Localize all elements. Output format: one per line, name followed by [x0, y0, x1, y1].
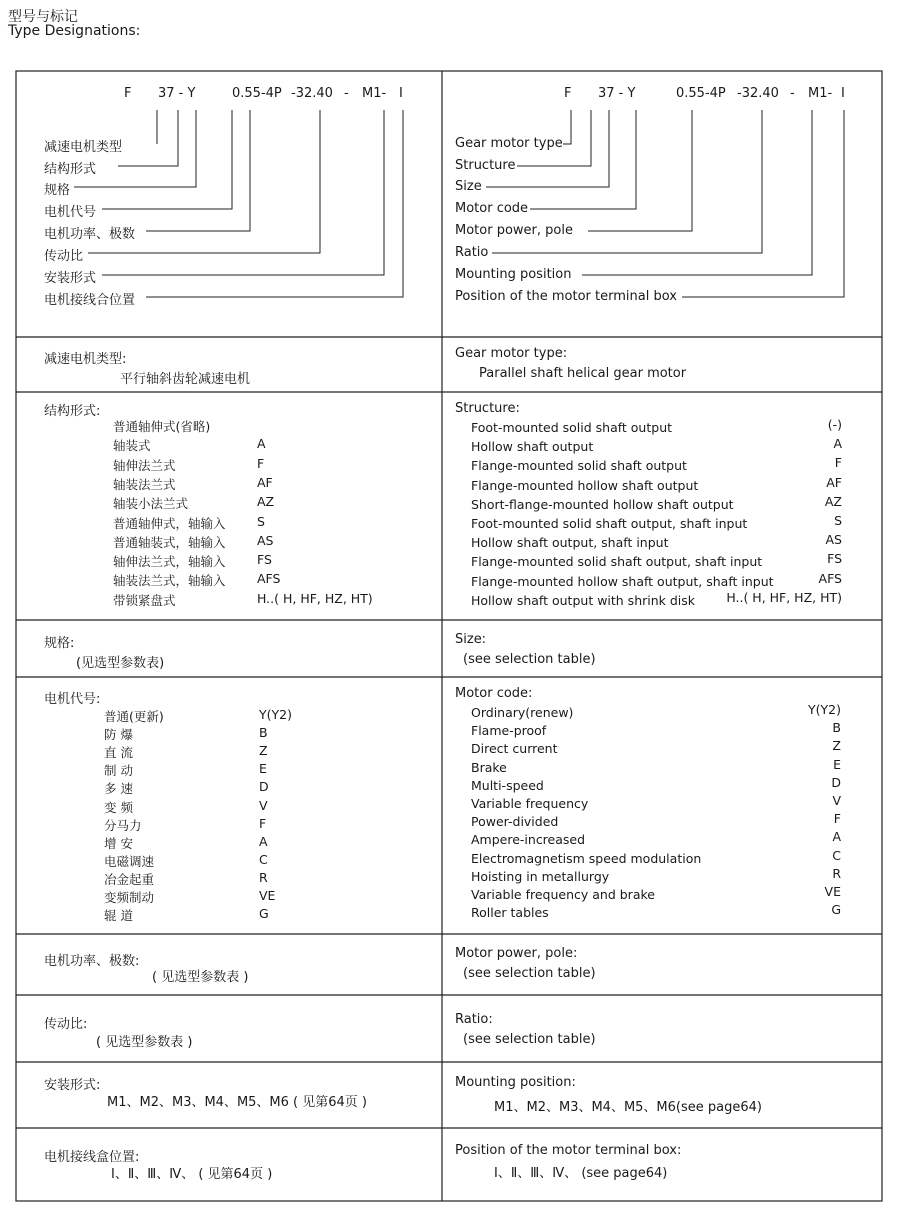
- terminal-heading-cn: 电机接线盒位置:: [44, 1150, 140, 1165]
- size-value-cn: (见选型参数表): [76, 656, 165, 671]
- motor-code-name: Electromagnetism speed modulation: [471, 850, 702, 866]
- gear-type-value-en: Parallel shaft helical gear motor: [479, 366, 687, 381]
- motor-code-value: VE: [259, 888, 276, 903]
- structure-code: AS: [825, 532, 842, 548]
- structure-code: A: [833, 436, 842, 452]
- mounting-heading-cn: 安装形式:: [44, 1078, 101, 1093]
- label-structure: 结构形式: [44, 162, 97, 177]
- mounting-value-cn: M1、M2、M3、M4、M5、M6 ( 见第64页 ): [107, 1095, 368, 1110]
- label-motor-power: Motor power, pole: [455, 223, 573, 238]
- motor-code-value: G: [259, 906, 269, 922]
- terminal-value-en: Ⅰ、Ⅱ、Ⅲ、Ⅳ、 (see page64): [494, 1166, 668, 1181]
- motor-code-value: C: [832, 847, 841, 863]
- code-part-mounting: M1-: [808, 86, 833, 101]
- structure-code: AS: [257, 532, 274, 548]
- ratio-heading-cn: 传动比:: [44, 1017, 88, 1032]
- motor-code-heading-en: Motor code:: [455, 686, 533, 701]
- gear-type-value-cn: 平行轴斜齿轮减速电机: [120, 372, 251, 387]
- page-title-en: Type Designations:: [8, 23, 141, 39]
- structure-name: 轴伸法兰式: [113, 457, 176, 473]
- motor-code-value: A: [832, 829, 841, 845]
- motor-code-name: 直 流: [104, 745, 133, 761]
- structure-name: Foot-mounted solid shaft output: [471, 420, 673, 435]
- motor-code-value: F: [833, 811, 841, 827]
- motor-code-value: B: [832, 720, 841, 736]
- structure-code: F: [834, 455, 842, 471]
- structure-code: (-): [827, 417, 842, 432]
- structure-code: S: [257, 513, 265, 529]
- motor-code-value: B: [259, 725, 268, 741]
- structure-code: FS: [827, 551, 842, 567]
- motor-code-value: R: [259, 869, 268, 885]
- structure-code: AF: [826, 474, 842, 490]
- page-title-cn: 型号与标记: [8, 9, 78, 25]
- terminal-heading-en: Position of the motor terminal box:: [455, 1143, 682, 1158]
- motor-code-name: 变频制动: [104, 890, 155, 905]
- structure-code: H..( H, HF, HZ, HT): [726, 589, 842, 605]
- structure-name: Hollow shaft output with shrink disk: [471, 592, 696, 608]
- structure-name: Hollow shaft output, shaft input: [471, 535, 669, 551]
- motor-code-value: A: [259, 833, 268, 849]
- size-value-en: (see selection table): [463, 652, 596, 667]
- code-part-power-pole: 0.55-4P: [232, 86, 282, 101]
- structure-name: 普通轴伸式(省略): [113, 419, 211, 434]
- motor-code-value: R: [832, 865, 841, 881]
- motor-code-value: Z: [259, 743, 268, 759]
- label-terminal: Position of the motor terminal box: [455, 289, 677, 304]
- motor-code-value: G: [831, 902, 841, 918]
- gear-type-heading-cn: 减速电机类型:: [44, 352, 127, 367]
- motor-code-name: Roller tables: [471, 905, 549, 921]
- code-part-terminal: I: [841, 86, 845, 101]
- motor-code-value: D: [259, 779, 269, 795]
- power-heading-cn: 电机功率、极数:: [44, 954, 140, 969]
- structure-code: AFS: [818, 570, 842, 586]
- label-motor-code: 电机代号: [44, 205, 97, 220]
- ratio-value-cn: ( 见选型参数表 ): [96, 1035, 193, 1050]
- motor-code-name: Flame-proof: [471, 723, 547, 739]
- structure-name: 轴装法兰式，轴输入: [113, 573, 226, 589]
- structure-name: Flange-mounted solid shaft output, shaft input: [471, 554, 763, 570]
- structure-code: AZ: [824, 493, 842, 509]
- size-heading-cn: 规格:: [44, 636, 75, 651]
- motor-code-name: 辊 道: [104, 908, 133, 924]
- motor-code-heading-cn: 电机代号:: [44, 692, 101, 707]
- motor-code-value: F: [259, 815, 267, 831]
- code-part-structure-size: 37 - Y: [598, 86, 636, 101]
- motor-code-value: Y(Y2): [259, 707, 292, 722]
- structure-code: FS: [257, 552, 272, 568]
- motor-code-name: Variable frequency: [471, 796, 589, 811]
- structure-name: Flange-mounted hollow shaft output: [471, 477, 699, 493]
- code-part-type: F: [564, 86, 572, 101]
- mounting-heading-en: Mounting position:: [455, 1075, 576, 1090]
- structure-name: 轴装式: [113, 438, 151, 454]
- motor-code-name: 变 频: [104, 799, 133, 815]
- motor-code-value: Z: [832, 738, 841, 754]
- structure-code: AZ: [257, 494, 275, 510]
- structure-name: 轴伸法兰式，轴输入: [113, 554, 226, 570]
- structure-name: 普通轴伸式，轴输入: [113, 515, 226, 531]
- structure-name: Short-flange-mounted hollow shaft output: [471, 496, 734, 512]
- terminal-value-cn: Ⅰ、Ⅱ、Ⅲ、Ⅳ、 ( 见第64页 ): [111, 1167, 273, 1182]
- structure-code: S: [834, 513, 842, 528]
- motor-code-name: 冶金起重: [104, 871, 155, 887]
- structure-name: Hollow shaft output: [471, 439, 594, 455]
- structure-name: 轴装小法兰式: [113, 496, 189, 512]
- label-size: Size: [455, 179, 482, 194]
- motor-code-name: Ampere-increased: [471, 832, 586, 848]
- label-terminal: 电机接线合位置: [44, 293, 136, 308]
- motor-code-name: 电磁调速: [104, 853, 155, 869]
- code-part-type: F: [124, 86, 132, 101]
- motor-code-name: 分马力: [104, 817, 142, 833]
- structure-name: Flange-mounted hollow shaft output, shaft input: [471, 573, 774, 589]
- structure-name: 带锁紧盘式: [113, 592, 176, 608]
- structure-name: 普通轴装式，轴输入: [113, 534, 226, 550]
- code-part-ratio: -32.40: [737, 86, 779, 101]
- motor-code-name: 普通(更新): [104, 709, 164, 724]
- motor-code-value: V: [259, 797, 268, 813]
- power-value-en: (see selection table): [463, 966, 596, 981]
- motor-code-name: Ordinary(renew): [471, 705, 574, 720]
- code-part-structure-size: 37 - Y: [158, 86, 196, 101]
- motor-code-name: Brake: [471, 759, 507, 775]
- motor-code-value: VE: [824, 884, 841, 899]
- mounting-value-en: M1、M2、M3、M4、M5、M6(see page64): [494, 1100, 762, 1115]
- motor-code-value: D: [831, 774, 841, 790]
- structure-code: AFS: [257, 571, 281, 587]
- structure-name: Flange-mounted solid shaft output: [471, 458, 687, 474]
- code-part-dash: -: [790, 86, 795, 101]
- motor-code-name: Direct current: [471, 741, 558, 757]
- motor-code-name: Power-divided: [471, 814, 559, 830]
- label-ratio: 传动比: [44, 249, 84, 264]
- label-motor-power: 电机功率、极数: [44, 227, 136, 242]
- structure-code: F: [257, 455, 265, 471]
- motor-code-value: E: [833, 756, 841, 772]
- motor-code-value: V: [832, 793, 841, 808]
- code-part-power-pole: 0.55-4P: [676, 86, 726, 101]
- size-heading-en: Size:: [455, 632, 487, 647]
- motor-code-name: 多 速: [104, 781, 133, 797]
- gear-type-heading-en: Gear motor type:: [455, 346, 568, 361]
- label-gear-motor-type: Gear motor type: [455, 136, 563, 151]
- code-part-ratio: -32.40: [291, 86, 333, 101]
- motor-code-value: E: [259, 761, 267, 777]
- structure-name: Foot-mounted solid shaft output, shaft input: [471, 516, 748, 531]
- structure-code: AF: [257, 474, 273, 490]
- motor-code-name: Hoisting in metallurgy: [471, 868, 610, 884]
- left-leader-lines: [74, 110, 403, 297]
- motor-code-name: Multi-speed: [471, 777, 544, 793]
- motor-code-name: 增 安: [104, 835, 133, 851]
- motor-code-value: Y(Y2): [808, 702, 841, 717]
- code-part-terminal: I: [399, 86, 403, 101]
- structure-code: H..( H, HF, HZ, HT): [257, 590, 373, 606]
- structure-code: A: [257, 436, 266, 452]
- label-structure: Structure: [455, 158, 516, 173]
- structure-heading-en: Structure:: [455, 401, 520, 416]
- motor-code-name: Variable frequency and brake: [471, 887, 655, 902]
- label-size: 规格: [44, 183, 71, 198]
- power-value-cn: ( 见选型参数表 ): [152, 970, 249, 985]
- motor-code-name: 制 动: [104, 763, 133, 779]
- label-mounting: Mounting position: [455, 267, 572, 282]
- motor-code-value: C: [259, 851, 268, 867]
- power-heading-en: Motor power, pole:: [455, 946, 578, 961]
- label-ratio: Ratio: [455, 245, 489, 260]
- structure-heading-cn: 结构形式:: [44, 404, 101, 419]
- label-gear-motor-type: 减速电机类型: [44, 140, 123, 155]
- ratio-heading-en: Ratio:: [455, 1012, 493, 1027]
- motor-code-name: 防 爆: [104, 727, 133, 743]
- code-part-dash: -: [344, 86, 349, 101]
- structure-name: 轴装法兰式: [113, 476, 176, 492]
- label-mounting: 安装形式: [44, 271, 97, 286]
- label-motor-code: Motor code: [455, 201, 529, 216]
- ratio-value-en: (see selection table): [463, 1032, 596, 1047]
- code-part-mounting: M1-: [362, 86, 387, 101]
